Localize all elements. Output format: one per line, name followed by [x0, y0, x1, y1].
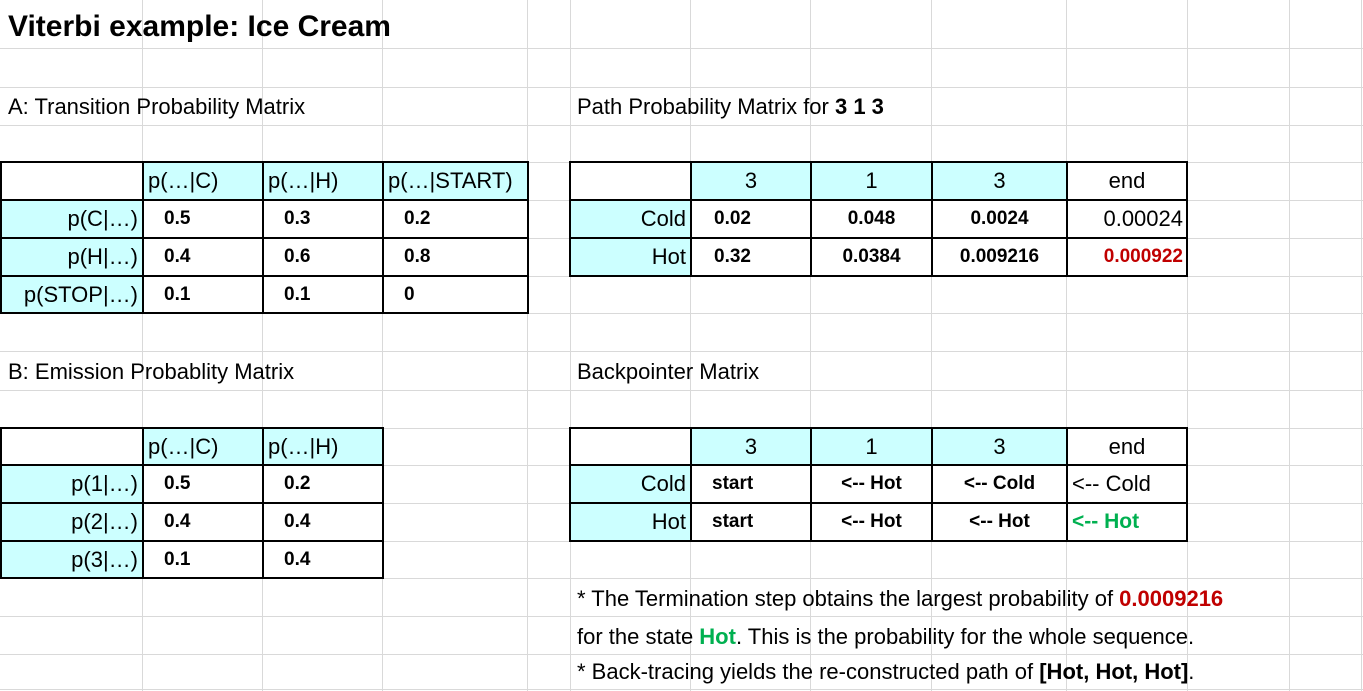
best-end-backpointer-cell: <-- Hot	[1066, 502, 1188, 542]
gridline	[1361, 0, 1362, 691]
table-cell: <-- Hot	[931, 502, 1068, 542]
table-cell: 0.32	[690, 237, 812, 277]
note-text: for the state	[577, 624, 700, 649]
row-header: p(H|…)	[0, 237, 144, 277]
column-header: p(…|START)	[382, 161, 529, 201]
table-cell: start	[690, 502, 812, 542]
row-header: Hot	[569, 502, 692, 542]
column-header: p(…|C)	[142, 427, 264, 466]
row-header: Hot	[569, 237, 692, 277]
page-title: Viterbi example: Ice Cream	[8, 10, 391, 43]
table-cell: 0.5	[142, 199, 264, 239]
table-cell: 0.1	[262, 275, 384, 314]
note-state	[577, 626, 1194, 648]
table-cell: 0.4	[262, 502, 384, 542]
column-header: p(…|H)	[262, 427, 384, 466]
max-probability-value: 0.0009216	[1119, 586, 1224, 611]
emission-matrix-label: B: Emission Probablity Matrix	[8, 359, 295, 384]
table-corner-cell	[0, 427, 144, 466]
note-text: . This is the probability for the whole sequence.	[735, 624, 1195, 649]
table-cell: 0.6	[262, 237, 384, 277]
row-header: p(C|…)	[0, 199, 144, 239]
gridline	[0, 616, 1363, 617]
column-header: p(…|H)	[262, 161, 384, 201]
best-path-value: [Hot, Hot, Hot]	[1039, 659, 1189, 684]
transition-matrix-label: A: Transition Probability Matrix	[8, 94, 306, 119]
table-cell: 0.4	[142, 502, 264, 542]
table-cell: 0.009216	[931, 237, 1068, 277]
table-cell: <-- Hot	[810, 464, 933, 504]
gridline	[0, 654, 1363, 655]
table-cell: <-- Hot	[810, 502, 933, 542]
column-header-end: end	[1066, 161, 1188, 201]
end-probability-cell: 0.00024	[1066, 199, 1188, 239]
table-cell: 0.0384	[810, 237, 933, 277]
column-header: 3	[690, 161, 812, 201]
gridline	[0, 48, 1363, 49]
column-header: p(…|C)	[142, 161, 264, 201]
table-cell: 0.8	[382, 237, 529, 277]
table-cell: 0.02	[690, 199, 812, 239]
column-header-end: end	[1066, 427, 1188, 466]
observation-sequence: 3 1 3	[834, 94, 884, 119]
column-header: 1	[810, 427, 933, 466]
row-header: Cold	[569, 464, 692, 504]
end-backpointer-cell: <-- Cold	[1066, 464, 1188, 504]
table-cell: start	[690, 464, 812, 504]
gridline	[382, 0, 383, 691]
column-header: 3	[931, 161, 1068, 201]
table-corner-cell	[569, 427, 692, 466]
row-header: p(1|…)	[0, 464, 144, 504]
max-end-probability-cell: 0.000922	[1066, 237, 1188, 277]
table-corner-cell	[569, 161, 692, 201]
row-header: Cold	[569, 199, 692, 239]
table-cell: 0.2	[382, 199, 529, 239]
gridline	[527, 0, 528, 691]
table-cell: 0.0024	[931, 199, 1068, 239]
table-cell: <-- Cold	[931, 464, 1068, 504]
note-termination	[577, 588, 1223, 610]
best-state-value: Hot	[699, 624, 736, 649]
table-corner-cell	[0, 161, 144, 201]
column-header: 3	[690, 427, 812, 466]
gridline	[0, 351, 1363, 352]
gridline	[0, 689, 1363, 690]
backpointer-matrix-label: Backpointer Matrix	[577, 359, 760, 384]
gridline	[1289, 0, 1290, 691]
row-header: p(3|…)	[0, 540, 144, 579]
table-cell: 0	[382, 275, 529, 314]
table-cell: 0.4	[142, 237, 264, 277]
row-header: p(2|…)	[0, 502, 144, 542]
column-header: 3	[931, 427, 1068, 466]
table-cell: 0.2	[262, 464, 384, 504]
table-cell: 0.3	[262, 199, 384, 239]
path-matrix-label	[577, 96, 884, 118]
column-header: 1	[810, 161, 933, 201]
gridline	[0, 87, 1363, 88]
row-header: p(STOP|…)	[0, 275, 144, 314]
note-text: .	[1188, 659, 1195, 684]
table-cell: 0.5	[142, 464, 264, 504]
gridline	[570, 0, 571, 691]
table-cell: 0.4	[262, 540, 384, 579]
table-cell: 0.048	[810, 199, 933, 239]
note-backtrace	[577, 661, 1194, 683]
gridline	[0, 125, 1363, 126]
table-cell: 0.1	[142, 275, 264, 314]
gridline	[0, 390, 1363, 391]
path-matrix-label-text: Path Probability Matrix for	[577, 94, 835, 119]
table-cell: 0.1	[142, 540, 264, 579]
note-text: * The Termination step obtains the largest probability of	[577, 586, 1120, 611]
note-text: * Back-tracing yields the re-constructed path of	[577, 659, 1040, 684]
